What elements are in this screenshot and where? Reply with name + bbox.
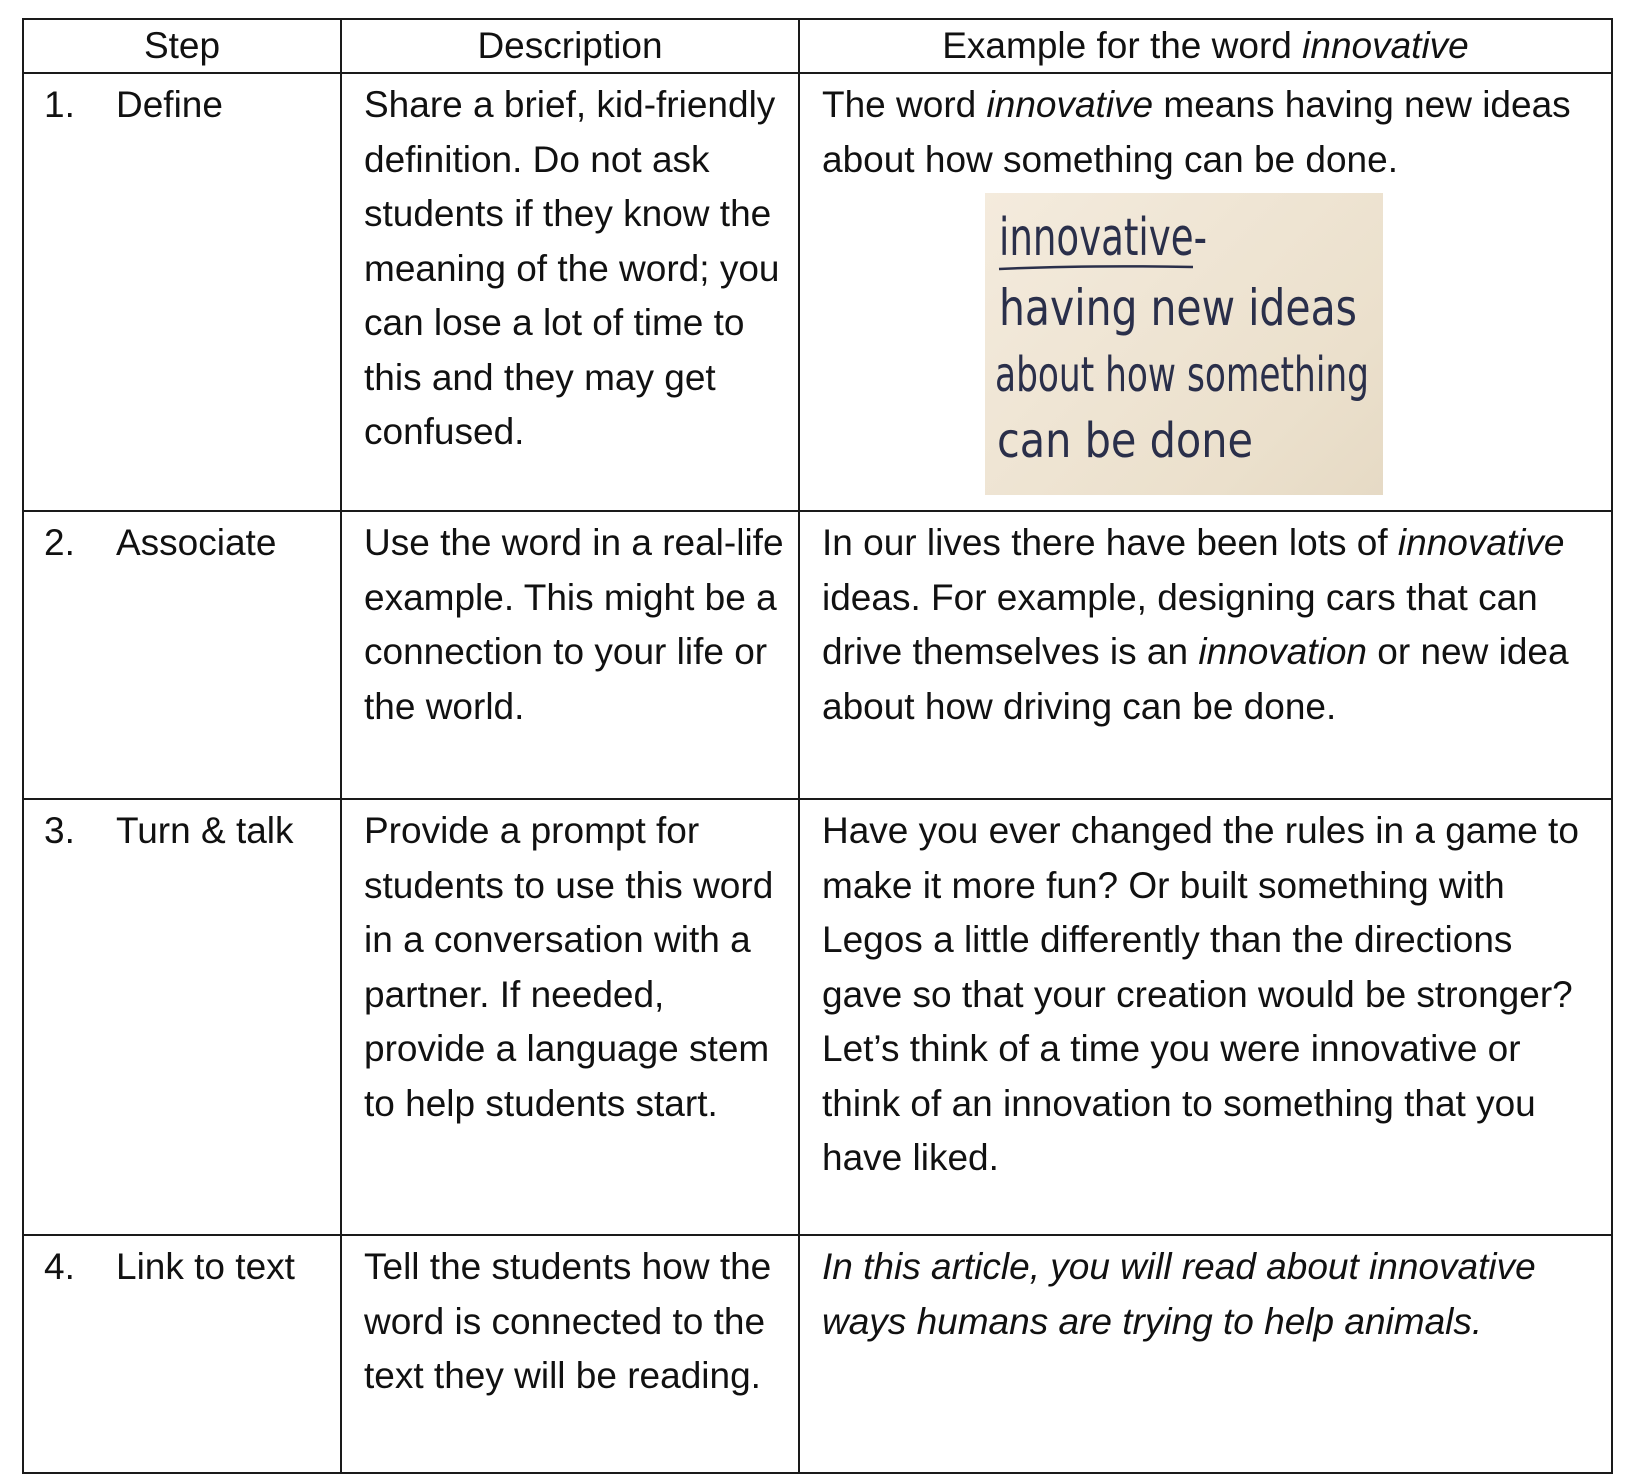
- handwriting-line-1: innovative-: [999, 208, 1207, 268]
- header-example-prefix: Example for the word: [942, 25, 1303, 66]
- step-number: 2.: [44, 522, 75, 563]
- example-cell: [799, 1235, 1612, 1473]
- table-row: [23, 799, 1612, 1235]
- step-cell: [23, 73, 341, 511]
- step-name: Turn & talk: [116, 810, 294, 851]
- example-text: Have you ever changed the rules in a game to make it more fun? Or built something with Legos a little differently than the directions gave so that your creation would be stronger? Let’s think of a time you were innovative or think of an innovation to something that you have liked.: [822, 810, 1579, 1178]
- header-row: [23, 19, 1612, 73]
- example-keyword: innovation: [1198, 631, 1368, 672]
- description-text: Use the word in a real-life example. This might be a connection to your life or the world.: [364, 522, 784, 727]
- example-cell: [799, 511, 1612, 799]
- description-cell: [341, 511, 799, 799]
- step-name: Define: [116, 84, 223, 125]
- example-text-part: ideas. For example, designing cars that can drive themselves is an: [822, 576, 1538, 672]
- header-example-word: innovative: [1302, 25, 1469, 66]
- step-name: Associate: [116, 522, 277, 563]
- handwriting-line-2: having new ideas: [999, 279, 1357, 337]
- step-cell: [23, 799, 341, 1235]
- description-cell: [341, 73, 799, 511]
- description-cell: [341, 1235, 799, 1473]
- example-text: In this article, you will read about innovative ways humans are trying to help animals.: [822, 1246, 1536, 1342]
- step-number: 3.: [44, 810, 75, 851]
- header-step: Step: [23, 19, 341, 73]
- header-description: Description: [341, 19, 799, 73]
- step-number: 4.: [44, 1246, 75, 1287]
- example-keyword: innovative: [1397, 522, 1565, 563]
- handwritten-chart-photo: [985, 193, 1383, 495]
- example-text-part: means having new ideas about how something can be done.: [822, 84, 1571, 180]
- example-text-part: or new idea about how driving can be done.: [822, 631, 1569, 727]
- description-text: Provide a prompt for students to use this word in a conversation with a partner. If needed, provide a language stem to help students start.: [364, 810, 774, 1124]
- step-cell: [23, 1235, 341, 1473]
- table-row: [23, 1235, 1612, 1473]
- handwritten-chart-svg: [985, 193, 1383, 495]
- step-number: 1.: [44, 84, 75, 125]
- handwriting-line-4: can be done: [997, 413, 1253, 469]
- step-cell: [23, 511, 341, 799]
- vocabulary-steps-table: [22, 18, 1613, 1474]
- example-text: [800, 74, 1611, 187]
- example-text-part: The word: [822, 84, 987, 125]
- header-example: [799, 19, 1612, 73]
- table-row: [23, 73, 1612, 511]
- step-name: Link to text: [116, 1246, 295, 1287]
- example-text-part: In our lives there have been lots of: [822, 522, 1398, 563]
- table-row: [23, 511, 1612, 799]
- example-text: [800, 512, 1611, 734]
- description-text: Share a brief, kid-friendly definition. Do not ask students if they know the meaning of the word; you can lose a lot of time to this and they may get confused.: [364, 84, 780, 452]
- underline-stroke: [999, 266, 1193, 269]
- description-cell: [341, 799, 799, 1235]
- example-keyword: innovative: [986, 84, 1154, 125]
- handwriting-line-3: about how something: [995, 347, 1369, 403]
- example-cell: [799, 799, 1612, 1235]
- example-cell: [799, 73, 1612, 511]
- description-text: Tell the students how the word is connected to the text they will be reading.: [364, 1246, 772, 1396]
